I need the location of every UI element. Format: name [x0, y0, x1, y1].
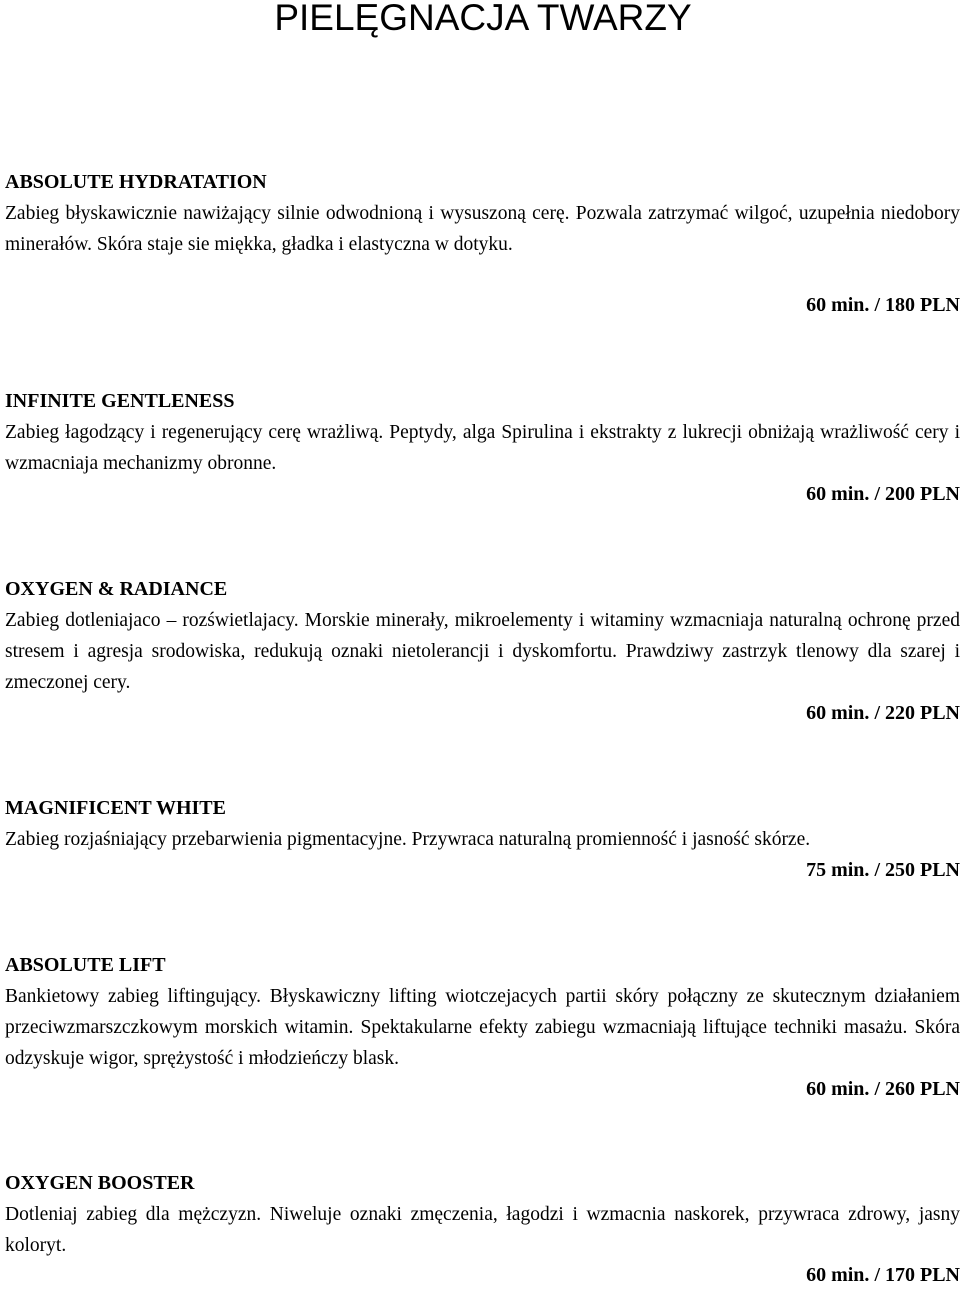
treatment-description: Zabieg błyskawicznie nawiżający silnie odwodnioną i wysuszoną cerę. Pozwala zatrzymać wilgoć, uzupełnia niedobory minerałów. Skóra staje sie miękka, gładka i elastyczna w dotyku. [5, 203, 960, 255]
treatment-magnificent-white [5, 793, 960, 886]
treatment-duration: 60 min. [806, 483, 870, 505]
price-separator: / [869, 294, 885, 316]
treatment-name: ABSOLUTE HYDRATATION [5, 171, 267, 193]
treatment-price-line [5, 479, 960, 510]
treatment-absolute-hydratation [5, 167, 960, 321]
treatment-price: 170 PLN [885, 1264, 960, 1286]
treatment-name: INFINITE GENTLENESS [5, 390, 235, 412]
treatment-price-line [5, 290, 960, 321]
treatment-price: 200 PLN [885, 483, 960, 505]
treatment-name: OXYGEN & RADIANCE [5, 578, 228, 600]
treatment-price: 180 PLN [885, 294, 960, 316]
treatment-price: 220 PLN [885, 702, 960, 724]
treatment-oxygen-booster [5, 1168, 960, 1290]
treatment-price-line [5, 1074, 960, 1105]
treatment-price-line [5, 855, 960, 886]
treatment-duration: 60 min. [806, 1078, 870, 1100]
price-separator: / [869, 702, 885, 724]
treatment-description: Bankietowy zabieg liftingujący. Błyskawiczny lifting wiotczejacych partii skóry połączny ze skutecznym działaniem przeciwzmarszczkowym morskich witamin. Spektakularne efekty zabiegu wzmacniają liftujące techniki masażu. Skóra odzyskuje wigor, sprężystość i młodzieńczy blask. [5, 986, 960, 1069]
treatment-duration: 75 min. [806, 859, 870, 881]
treatment-description: Dotleniaj zabieg dla mężczyzn. Niweluje oznaki zmęczenia, łagodzi i wzmacnia naskorek, przywraca zdrowy, jasny koloryt. [5, 1204, 960, 1256]
treatment-name: MAGNIFICENT WHITE [5, 797, 226, 819]
treatment-name: ABSOLUTE LIFT [5, 954, 166, 976]
treatment-duration: 60 min. [806, 294, 870, 316]
treatment-name: OXYGEN BOOSTER [5, 1172, 195, 1194]
treatment-price: 250 PLN [885, 859, 960, 881]
treatment-price-line [5, 698, 960, 729]
treatment-absolute-lift [5, 950, 960, 1105]
treatment-oxygen-radiance [5, 574, 960, 729]
treatment-description: Zabieg rozjaśniający przebarwienia pigmentacyjne. Przywraca naturalną promienność i jasność skórze. [5, 829, 811, 850]
treatment-duration: 60 min. [806, 1264, 870, 1286]
page-title: PIELĘGNACJA TWARZY [274, 0, 692, 38]
price-separator: / [869, 1078, 885, 1100]
treatment-description: Zabieg dotleniajaco – rozświetlajacy. Morskie minerały, mikroelementy i witaminy wzmacniaja naturalną ochronę przed stresem i agresja srodowiska, redukują oznaki nietolerancji i dyskomfortu. Prawdziwy zastrzyk tlenowy dla szarej i zmeczonej cery. [5, 610, 960, 693]
price-separator: / [869, 1264, 885, 1286]
treatment-description: Zabieg łagodzący i regenerujący cerę wrażliwą. Peptydy, alga Spirulina i ekstrakty z lukrecji obniżają wrażliwość cery i wzmacniaja mechanizmy obronne. [5, 422, 960, 474]
price-separator: / [869, 859, 885, 881]
treatment-infinite-gentleness [5, 386, 960, 510]
treatment-price-line [5, 1261, 960, 1290]
treatment-price: 260 PLN [885, 1078, 960, 1100]
treatment-duration: 60 min. [806, 702, 870, 724]
price-separator: / [869, 483, 885, 505]
